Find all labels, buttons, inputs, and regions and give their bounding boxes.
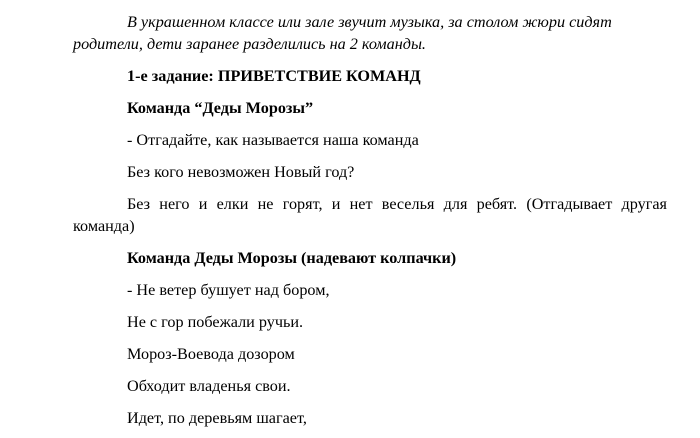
poem-line: Идет, по деревьям шагает, bbox=[127, 409, 307, 427]
poem-line: Мороз-Воевода дозором bbox=[127, 345, 295, 363]
poem-line: Не с гор побежали ручьи. bbox=[127, 313, 304, 331]
team-heading: Команда “Деды Морозы” bbox=[127, 99, 314, 117]
riddle-answer-line-2: команда) bbox=[73, 217, 135, 235]
task-heading: 1-е задание: ПРИВЕТСТВИЕ КОМАНД bbox=[127, 67, 421, 85]
poem-line: Обходит владенья свои. bbox=[127, 377, 291, 395]
riddle-prompt: - Отгадайте, как называется наша команда bbox=[127, 131, 419, 149]
poem-line: - Не ветер бушует над бором, bbox=[127, 281, 330, 299]
intro-line-2: родители, дети заранее разделились на 2 команды. bbox=[73, 35, 426, 53]
riddle-answer-line-1: Без него и елки не горят, и нет веселья для ребят. (Отгадывает другая bbox=[127, 195, 667, 213]
team-caps-heading: Команда Деды Морозы (надевают колпачки) bbox=[127, 249, 457, 267]
riddle-question: Без кого невозможен Новый год? bbox=[127, 163, 355, 181]
intro-line-1: В украшенном классе или зале звучит музыка, за столом жюри сидят bbox=[127, 13, 612, 31]
